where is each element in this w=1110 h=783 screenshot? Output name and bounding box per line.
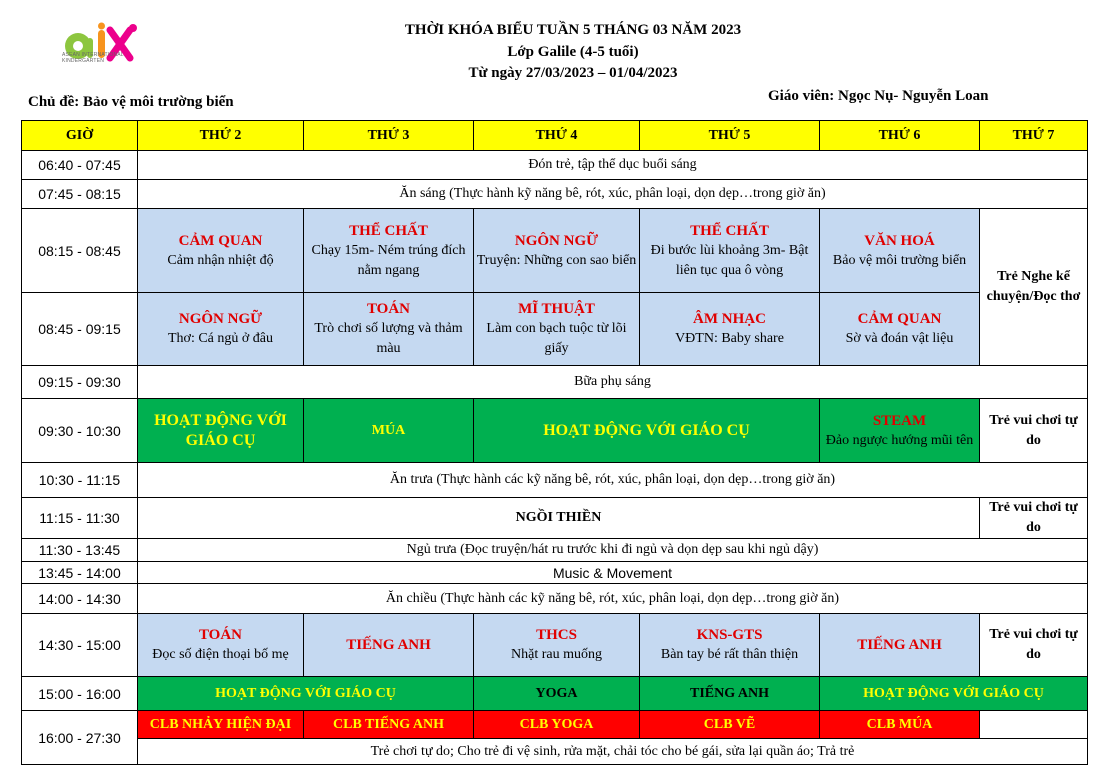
lesson-cell — [640, 209, 820, 293]
saturday-cell: Trẻ vui chơi tự do — [980, 399, 1088, 463]
activity-cell: Bữa phụ sáng — [138, 366, 1088, 399]
lesson-cell — [474, 614, 640, 677]
subject-label: MĨ THUẬT — [518, 301, 595, 317]
activity-label: Chạy 15m- Ném trúng đích nằm ngang — [311, 242, 466, 278]
col-header-mon: THỨ 2 — [138, 121, 304, 151]
table-row — [22, 399, 1088, 463]
table-row — [22, 293, 1088, 366]
table-row — [22, 498, 1088, 539]
lesson-cell — [304, 614, 474, 677]
activity-label: HOẠT ĐỘNG VỚI GIÁO CỤ — [863, 685, 1044, 701]
subject-label: ÂM NHẠC — [693, 311, 766, 327]
col-header-thu: THỨ 5 — [640, 121, 820, 151]
activity-label: Đảo ngược hướng mũi tên — [825, 432, 974, 448]
saturday-cell: Trẻ vui chơi tự do — [980, 498, 1088, 539]
lesson-cell — [640, 293, 820, 366]
table-row — [22, 562, 1088, 584]
club-label: CLB NHẢY HIỆN ĐẠI — [149, 716, 292, 732]
table-row — [22, 366, 1088, 399]
saturday-cell: Trẻ vui chơi tự do — [980, 614, 1088, 677]
activity-label: Bảo vệ môi trường biển — [832, 252, 967, 268]
activity-label: Thơ: Cá ngủ ở đâu — [167, 331, 273, 346]
col-header-tue: THỨ 3 — [304, 121, 474, 151]
subject-label: THCS — [536, 627, 577, 643]
activity-cell — [138, 399, 304, 463]
club-label: CLB VẼ — [703, 716, 756, 732]
lesson-cell — [820, 614, 980, 677]
activity-label: TIẾNG ANH — [690, 685, 769, 701]
lesson-cell — [474, 209, 640, 293]
col-header-sat: THỨ 7 — [980, 121, 1088, 151]
teacher-label: Giáo viên: Ngọc Nụ- Nguyễn Loan — [768, 88, 989, 104]
logo-subtitle: ASEAN INTERNATIONAL KINDERGARTEN — [62, 52, 124, 64]
subject-label: STEAM — [872, 412, 927, 429]
table-row — [22, 584, 1088, 614]
club-cell — [820, 711, 980, 739]
lesson-cell — [304, 209, 474, 293]
table-row — [22, 677, 1088, 711]
col-header-fri: THỨ 6 — [820, 121, 980, 151]
table-row — [22, 209, 1088, 293]
table-row — [22, 739, 1088, 765]
club-cell — [304, 711, 474, 739]
activity-label: Bàn tay bé rất thân thiện — [660, 647, 799, 662]
table-row — [22, 614, 1088, 677]
lesson-cell — [820, 399, 980, 463]
subject-label: TIẾNG ANH — [346, 637, 431, 653]
subject-label: NGÔN NGỮ — [178, 311, 263, 327]
club-cell — [138, 711, 304, 739]
subject-label: NGÔN NGỮ — [514, 232, 599, 249]
activity-label: Trò chơi số lượng và thảm màu — [314, 321, 463, 356]
header-row — [22, 121, 1088, 151]
activity-cell: Ngủ trưa (Đọc truyện/hát ru trước khi đi ngủ và dọn dẹp sau khi ngủ dậy) — [138, 539, 1088, 562]
club-label: CLB TIẾNG ANH — [333, 716, 444, 732]
time-cell: 09:30 - 10:30 — [22, 399, 138, 463]
table-row — [22, 463, 1088, 498]
activity-label: Sờ và đoán vật liệu — [845, 331, 954, 346]
table-row — [22, 180, 1088, 209]
col-header-wed: THỨ 4 — [474, 121, 640, 151]
activity-label: Đi bước lùi khoảng 3m- Bật liên tục qua ô vòng — [650, 242, 809, 278]
activity-cell: NGỒI THIỀN — [138, 498, 980, 539]
table-row — [22, 539, 1088, 562]
empty-cell — [980, 711, 1088, 739]
subject-label: CẢM QUAN — [857, 311, 942, 327]
lesson-cell — [820, 293, 980, 366]
table-row — [22, 711, 1088, 739]
activity-label: Cảm nhận nhiệt độ — [167, 252, 274, 268]
club-label: CLB YOGA — [519, 716, 594, 732]
lesson-cell — [820, 209, 980, 293]
lesson-cell — [304, 293, 474, 366]
activity-cell — [474, 677, 640, 711]
activity-label: Làm con bạch tuộc từ lõi giấy — [486, 321, 627, 356]
timetable — [21, 120, 1088, 765]
lesson-cell — [138, 209, 304, 293]
table-row — [22, 151, 1088, 180]
lesson-cell — [138, 614, 304, 677]
activity-label: Nhặt rau muống — [511, 647, 602, 662]
time-cell: 13:45 - 14:00 — [22, 562, 138, 584]
activity-label: HOẠT ĐỘNG VỚI GIÁO CỤ — [543, 421, 750, 439]
time-cell: 11:30 - 13:45 — [22, 539, 138, 562]
subject-label: THỂ CHẤT — [349, 222, 428, 239]
activity-cell: Ăn trưa (Thực hành các kỹ năng bê, rót, xúc, phân loại, dọn dẹp…trong giờ ăn) — [138, 463, 1088, 498]
time-cell: 07:45 - 08:15 — [22, 180, 138, 209]
lesson-cell — [474, 293, 640, 366]
time-cell: 14:30 - 15:00 — [22, 614, 138, 677]
saturday-cell: Trẻ Nghe kể chuyện/Đọc thơ — [980, 209, 1088, 366]
date-range: Từ ngày 27/03/2023 – 01/04/2023 — [468, 65, 678, 81]
activity-cell: Đón trẻ, tập thể dục buổi sáng — [138, 151, 1088, 180]
time-cell: 08:15 - 08:45 — [22, 209, 138, 293]
schedule-title: THỜI KHÓA BIỂU TUẦN 5 THÁNG 03 NĂM 2023 — [404, 22, 742, 38]
activity-cell — [304, 399, 474, 463]
activity-label: YOGA — [535, 685, 578, 701]
club-cell — [474, 711, 640, 739]
time-cell: 09:15 - 09:30 — [22, 366, 138, 399]
activity-cell — [820, 677, 1088, 711]
col-header-time: GIỜ — [22, 121, 138, 151]
activity-cell: Trẻ chơi tự do; Cho trẻ đi vệ sinh, rửa mặt, chải tóc cho bé gái, sửa lại quần áo; Trả trẻ — [138, 739, 1088, 765]
time-cell: 16:00 - 27:30 — [22, 711, 138, 765]
time-cell: 08:45 - 09:15 — [22, 293, 138, 366]
subject-label: TOÁN — [366, 301, 411, 317]
activity-cell: Ăn sáng (Thực hành kỹ năng bê, rót, xúc, phân loại, dọn dẹp…trong giờ ăn) — [138, 180, 1088, 209]
time-cell: 06:40 - 07:45 — [22, 151, 138, 180]
subject-label: TOÁN — [198, 627, 243, 643]
subject-label: TIẾNG ANH — [857, 637, 942, 653]
activity-label: Truyện: Những con sao biển — [476, 252, 637, 268]
time-cell: 11:15 - 11:30 — [22, 498, 138, 539]
activity-cell — [640, 677, 820, 711]
club-label: CLB MÚA — [866, 716, 933, 732]
subject-label: THỂ CHẤT — [690, 222, 769, 239]
activity-label: VĐTN: Baby share — [675, 331, 784, 346]
activity-cell — [138, 677, 474, 711]
lesson-cell — [138, 293, 304, 366]
club-cell — [640, 711, 820, 739]
activity-cell: Ăn chiều (Thực hành các kỹ năng bê, rót, xúc, phân loại, dọn dẹp…trong giờ ăn) — [138, 584, 1088, 614]
activity-label: Đọc số điện thoại bố mẹ — [152, 647, 289, 662]
subject-label: KNS-GTS — [696, 627, 763, 643]
time-cell: 10:30 - 11:15 — [22, 463, 138, 498]
topic-label: Chủ đề: Bảo vệ môi trường biển — [28, 94, 234, 110]
activity-cell: Music & Movement — [138, 562, 1088, 584]
class-name: Lớp Galile (4-5 tuổi) — [507, 44, 639, 60]
subject-label: CẢM QUAN — [178, 232, 263, 249]
activity-cell — [474, 399, 820, 463]
time-cell: 14:00 - 14:30 — [22, 584, 138, 614]
activity-label: MÚA — [371, 422, 406, 438]
activity-label: HOẠT ĐỘNG VỚI GIÁO CỤ — [154, 411, 287, 449]
time-cell: 15:00 - 16:00 — [22, 677, 138, 711]
subject-label: VĂN HOÁ — [864, 232, 935, 249]
activity-label: HOẠT ĐỘNG VỚI GIÁO CỤ — [215, 685, 396, 701]
lesson-cell — [640, 614, 820, 677]
